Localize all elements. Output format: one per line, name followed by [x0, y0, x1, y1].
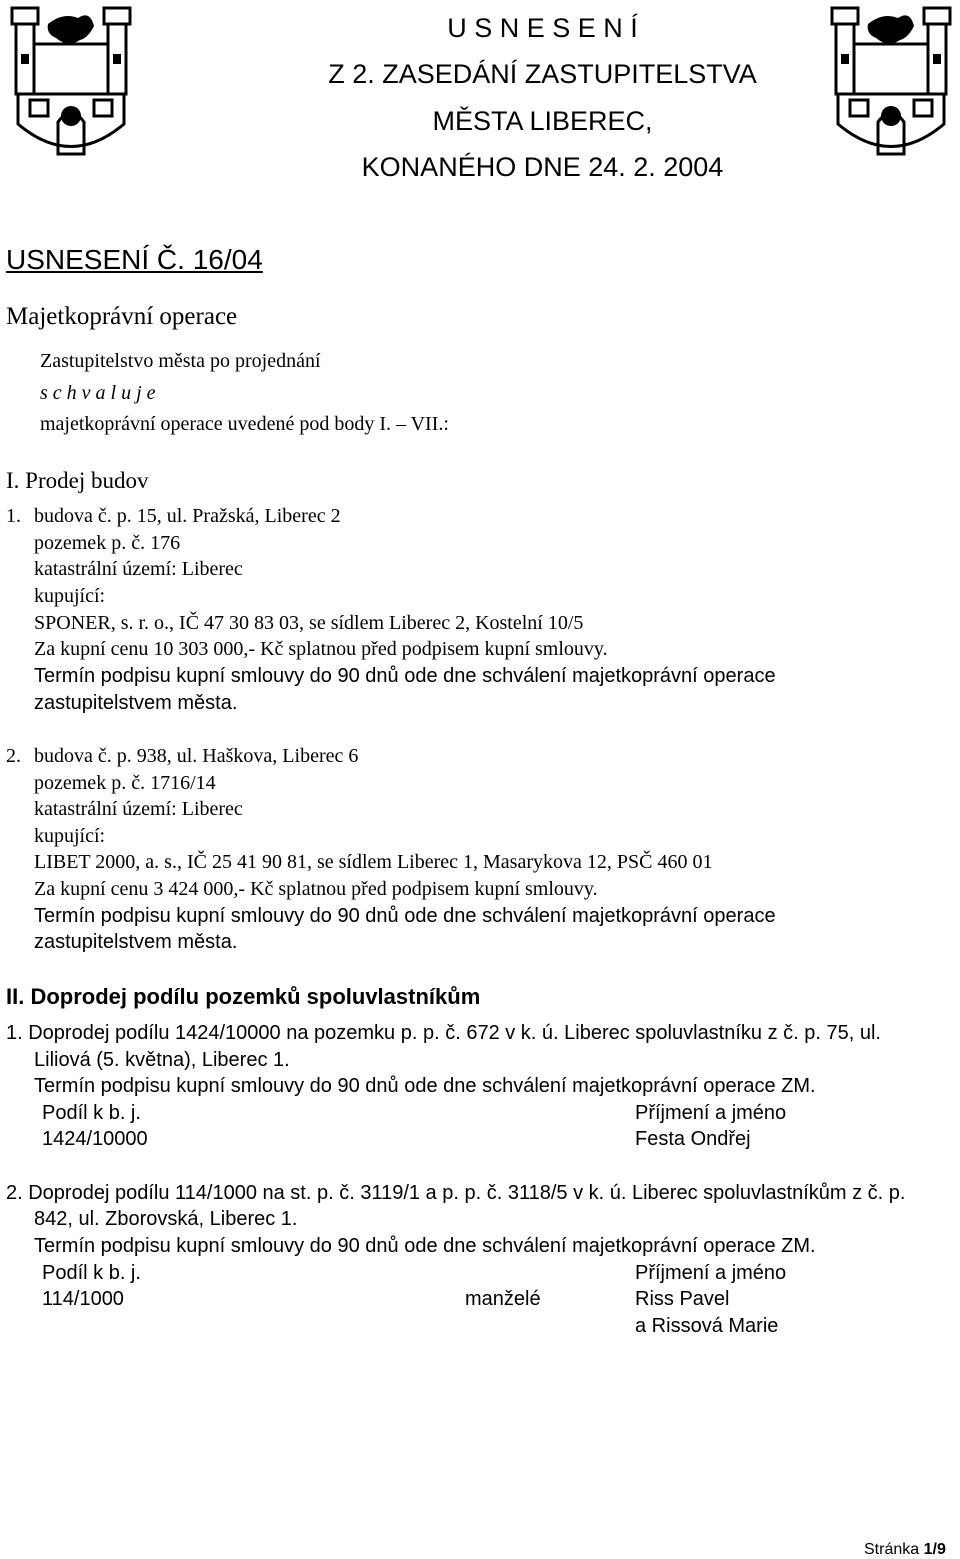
purchase-price: Za kupní cenu 3 424 000,- Kč splatnou před podpisem kupní smlouvy.	[34, 878, 598, 900]
owner-name: Festa Ondřej	[635, 1128, 751, 1150]
share-value: 1424/10000	[42, 1128, 148, 1150]
city-crest-right-icon	[828, 4, 954, 164]
name-column-header: Příjmení a jméno	[635, 1102, 787, 1124]
signing-deadline-cont: zastupitelstvem města.	[34, 931, 238, 953]
owner-name-2: a Rissová Marie	[635, 1315, 779, 1337]
signing-deadline: Termín podpisu kupní smlouvy do 90 dnů ode dne schválení majetkoprávní operace ZM.	[34, 1075, 816, 1097]
sale-description: 2. Doprodej podílu 114/1000 na st. p. č. 3119/1 a p. p. č. 3118/5 v k. ú. Liberec spoluvlastníkům z č. p.	[6, 1182, 906, 1204]
cadastre: katastrální území: Liberec	[34, 558, 243, 580]
signing-deadline: Termín podpisu kupní smlouvy do 90 dnů ode dne schválení majetkoprávní operace	[34, 905, 776, 927]
building-address: budova č. p. 938, ul. Haškova, Liberec 6	[34, 745, 359, 767]
sale-description-cont: 842, ul. Zborovská, Liberec 1.	[34, 1208, 298, 1230]
header-title: U S N E S E N Í	[447, 13, 638, 43]
resolution-scope: majetkoprávní operace uvedené pod body I. – VII.:	[40, 413, 449, 435]
page-indicator	[864, 1541, 946, 1559]
name-column-header: Příjmení a jméno	[635, 1262, 787, 1284]
section-1-title: I. Prodej budov	[6, 468, 149, 493]
signing-deadline: Termín podpisu kupní smlouvy do 90 dnů ode dne schválení majetkoprávní operace	[34, 665, 776, 687]
purchase-price: Za kupní cenu 10 303 000,- Kč splatnou před podpisem kupní smlouvy.	[34, 638, 608, 660]
sale-description: 1. Doprodej podílu 1424/10000 na pozemku p. p. č. 672 v k. ú. Liberec spoluvlastníku z č. p. 75, ul.	[6, 1022, 881, 1044]
resolution-intro: Zastupitelstvo města po projednání	[40, 350, 321, 372]
owner-name: Riss Pavel	[635, 1288, 730, 1310]
header-meeting: Z 2. ZASEDÁNÍ ZASTUPITELSTVA	[328, 59, 757, 89]
header-date: KONANÉHO DNE 24. 2. 2004	[361, 152, 724, 182]
share-column-header: Podíl k b. j.	[42, 1262, 141, 1284]
cadastre: katastrální území: Liberec	[34, 798, 243, 820]
page-number: 1/9	[923, 1541, 946, 1558]
buyer: SPONER, s. r. o., IČ 47 30 83 03, se sídlem Liberec 2, Kostelní 10/5	[34, 612, 584, 634]
buyer-label: kupující:	[34, 585, 106, 607]
plot-number: pozemek p. č. 176	[34, 532, 181, 554]
city-crest-left-icon	[8, 4, 134, 164]
item-number: 1.	[6, 505, 21, 527]
owner-relation: manželé	[465, 1288, 541, 1310]
sale-description-cont: Liliová (5. května), Liberec 1.	[34, 1049, 290, 1071]
buyer: LIBET 2000, a. s., IČ 25 41 90 81, se sídlem Liberec 1, Masarykova 12, PSČ 460 01	[34, 851, 713, 873]
header-city: MĚSTA LIBEREC,	[432, 106, 653, 136]
section-2-title: II. Doprodej podílu pozemků spoluvlastníkům	[6, 984, 481, 1009]
buyer-label: kupující:	[34, 825, 106, 847]
page-label: Stránka	[864, 1541, 920, 1558]
item-number: 2.	[6, 745, 21, 767]
building-address: budova č. p. 15, ul. Pražská, Liberec 2	[34, 505, 341, 527]
signing-deadline-cont: zastupitelstvem města.	[34, 692, 238, 714]
resolution-subject: Majetkoprávní operace	[6, 303, 238, 330]
resolution-verb: s c h v a l u j e	[40, 382, 156, 404]
signing-deadline: Termín podpisu kupní smlouvy do 90 dnů ode dne schválení majetkoprávní operace ZM.	[34, 1235, 816, 1257]
plot-number: pozemek p. č. 1716/14	[34, 772, 216, 794]
share-column-header: Podíl k b. j.	[42, 1102, 141, 1124]
share-value: 114/1000	[42, 1288, 124, 1310]
resolution-number: USNESENÍ Č. 16/04	[6, 244, 263, 275]
